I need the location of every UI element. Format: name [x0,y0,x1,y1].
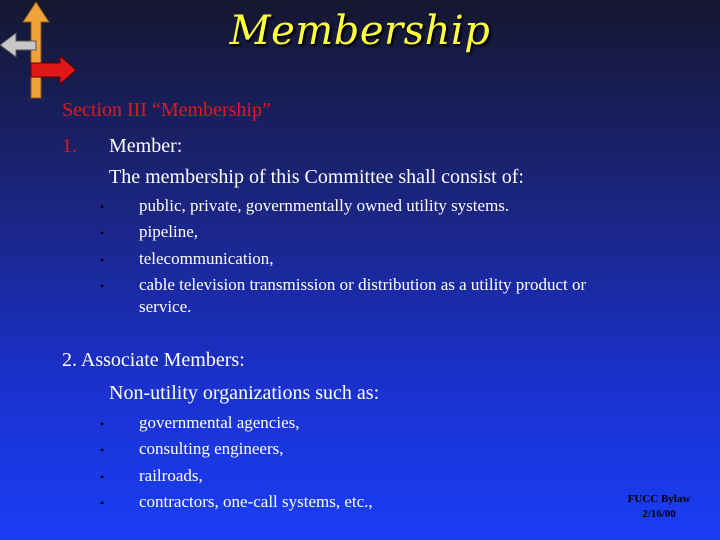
item1-number: 1. [62,135,77,157]
item2-label: 2. Associate Members: [62,349,245,371]
item1-bullet-3: telecommunication, [139,249,274,268]
bullet-marker: • [100,417,105,431]
bullet-marker: • [100,496,105,510]
item1-bullet-4: cable television transmission or distribution as a utility product or [139,275,587,294]
item2-bullet-1: governmental agencies, [139,413,300,432]
footer-note [614,492,704,522]
item1-bullet-2: pipeline, [139,222,199,241]
item2-intro: Non-utility organizations such as: [109,382,380,404]
bullet-marker: • [100,253,105,267]
item1-intro: The membership of this Committee shall consist of: [109,166,524,188]
item2-bullet-3: railroads, [139,466,203,485]
item2-bullet-4: contractors, one-call systems, etc., [139,492,373,511]
item1-bullet-1: public, private, governmentally owned utility systems. [139,196,510,215]
bullet-marker: • [100,200,105,214]
item2-bullet-2: consulting engineers, [139,439,284,458]
section-heading: Section III “Membership” [62,99,271,121]
bullet-marker: • [100,443,105,457]
item1-bullet-4-cont: service. [139,297,192,316]
footer-line-1: FUCC Bylaw [627,493,691,505]
footer-line-2: 2/16/00 [642,508,676,520]
bullet-marker: • [100,226,105,240]
item1-label: Member: [109,135,183,157]
bullet-marker: • [100,470,105,484]
bullet-marker: • [100,279,105,293]
slide-title: Membership [229,8,491,54]
